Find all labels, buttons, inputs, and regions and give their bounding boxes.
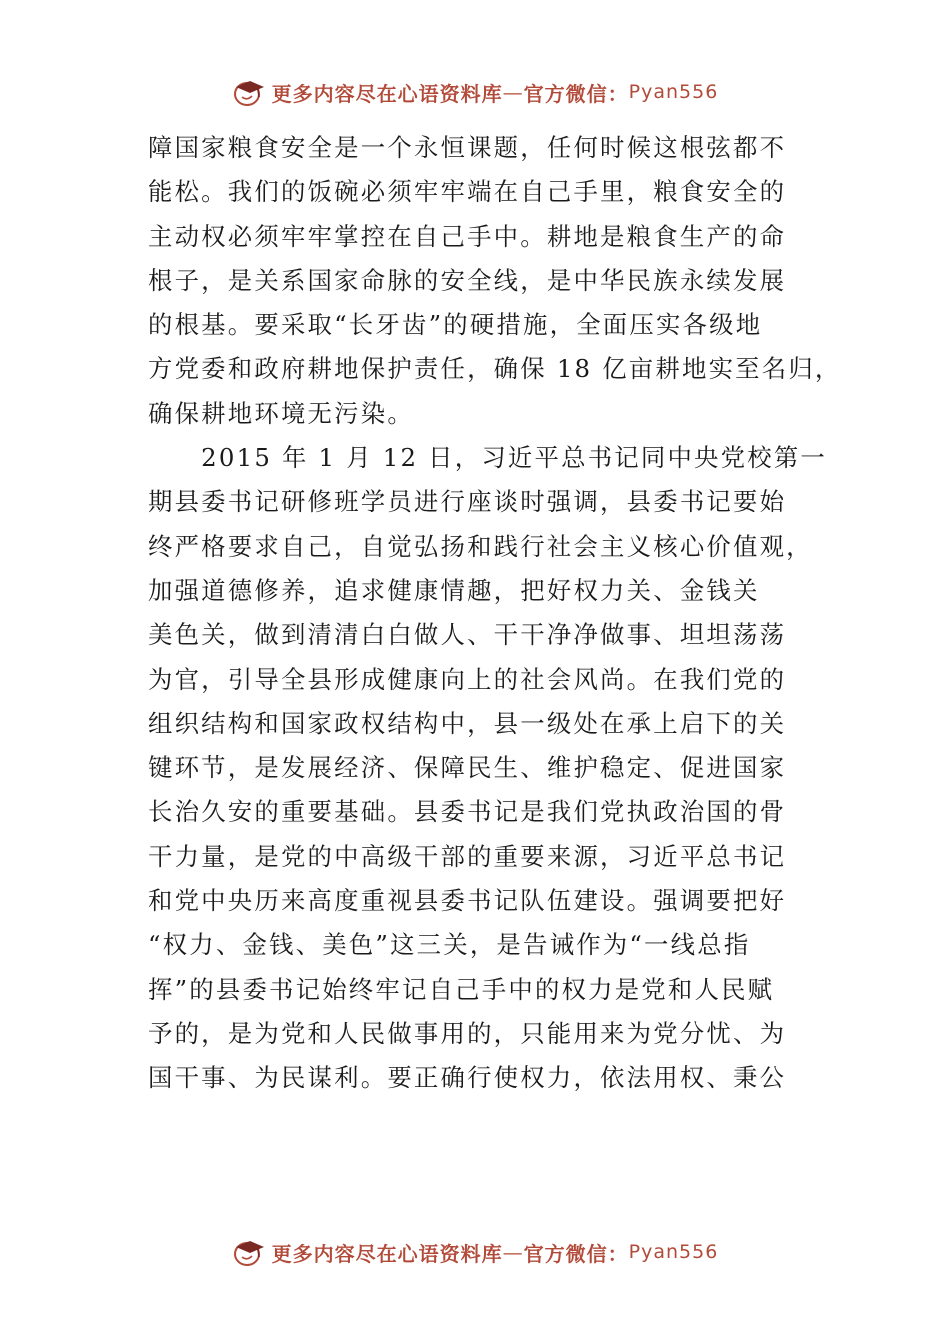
text-line: 和党中央历来高度重视县委书记队伍建设。强调要把好 — [148, 886, 787, 916]
mortarboard-logo-icon — [232, 75, 266, 109]
header-brand: 更多内容尽在心语资料库 — [271, 81, 503, 106]
text-line: 主动权必须牢牢掌控在自己手中。耕地是粮食生产的命 — [148, 221, 787, 251]
header-separator: — — [502, 80, 524, 104]
text-line: 挥”的县委书记始终牢记自己手中的权力是党和人民赋 — [148, 974, 775, 1004]
text-line: 予的，是为党和人民做事用的，只能用来为党分忧、为 — [148, 1018, 787, 1048]
text-line: 能松。我们的饭碗必须牢牢端在自己手里，粮食安全的 — [148, 177, 787, 207]
document-body — [148, 126, 842, 1101]
text-line: “权力、金钱、美色”这三关，是告诫作为“一线总指 — [148, 930, 751, 960]
text-line: 的根基。要采取“长牙齿”的硬措施，全面压实各级地 — [148, 310, 763, 340]
text-line: 美色关，做到清清白白做人、干干净净做事、坦坦荡荡 — [148, 620, 787, 650]
footer-wechat-label: 官方微信： — [523, 1241, 629, 1266]
mortarboard-logo-icon — [232, 1235, 266, 1269]
footer-brand: 更多内容尽在心语资料库 — [271, 1241, 503, 1266]
text-line: 组织结构和国家政权结构中，县一级处在承上启下的关 — [148, 708, 787, 738]
text-line: 长治久安的重要基础。县委书记是我们党执政治国的骨 — [148, 797, 787, 827]
header-wechat-label: 官方微信： — [523, 81, 629, 106]
text-line: 方党委和政府耕地保护责任，确保 18 亿亩耕地实至名归， — [148, 354, 842, 384]
text-line: 期县委书记研修班学员进行座谈时强调，县委书记要始 — [148, 487, 787, 517]
header-wechat-id: Pyan556 — [628, 81, 719, 103]
text-line: 干力量，是党的中高级干部的重要来源，习近平总书记 — [148, 841, 787, 871]
header-banner — [0, 72, 950, 112]
text-line: 确保耕地环境无污染。 — [148, 398, 414, 428]
footer-wechat-id: Pyan556 — [628, 1241, 719, 1263]
footer-separator: — — [502, 1240, 524, 1264]
text-line: 为官，引导全县形成健康向上的社会风尚。在我们党的 — [148, 664, 787, 694]
text-line: 加强道德修养，追求健康情趣，把好权力关、金钱关 — [148, 575, 760, 605]
text-line: 2015 年 1 月 12 日，习近平总书记同中央党校第一 — [148, 443, 828, 473]
text-line: 终严格要求自己，自觉弘扬和践行社会主义核心价值观， — [148, 531, 813, 561]
footer-banner — [0, 1232, 950, 1272]
text-line: 根子，是关系国家命脉的安全线，是中华民族永续发展 — [148, 265, 787, 295]
text-line: 键环节，是发展经济、保障民生、维护稳定、促进国家 — [148, 753, 787, 783]
text-line: 障国家粮食安全是一个永恒课题，任何时候这根弦都不 — [148, 133, 787, 162]
text-line: 国干事、为民谋利。要正确行使权力，依法用权、秉公 — [148, 1063, 787, 1093]
